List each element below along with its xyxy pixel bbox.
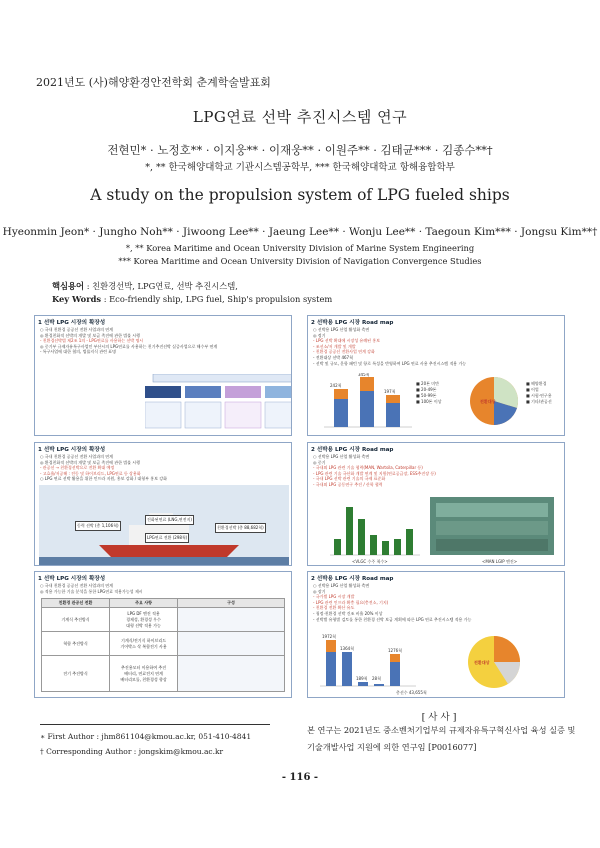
legend-item: ■ 20톤 미만 — [416, 381, 440, 386]
legend-item: ■ 20-49톤 — [416, 387, 437, 392]
bar-label: 189척 — [356, 676, 368, 681]
panel-line: - 청정·친환경 선박 건조 비율 20% 이상 — [313, 610, 383, 616]
flow-box: LPG연료 전환 (298척) — [145, 533, 189, 543]
keywords-english-label: Key Words — [52, 294, 102, 304]
acknowledgement-title: [ 사 사 ] — [421, 712, 457, 723]
panel-line: - LPG 선박 확대에 시장성 유례된 홍보 — [313, 338, 381, 344]
panel-line: - 친환경선박법 제2조 1의 - LPG연료를 사용하는 선박 명시 — [40, 338, 144, 344]
table-cell: LPG DF 엔진 적용 경제성, 환경성 우수 대형 선박 적용 가능 — [110, 608, 178, 632]
vessel-chart — [312, 373, 562, 435]
panel-line: ○ 선박용 LPG 산업 활성화 측면 — [313, 583, 370, 588]
panel-line: - 특구사업에 대한 협의, 법률지식 관련 표명 — [40, 349, 117, 355]
panel-line: - 국내 LPG 선박 관련 기술의 국제 표준화 — [313, 476, 386, 482]
corresponding-author-note: † Corresponding Author : jongskim@kmou.ac.kr — [40, 747, 224, 756]
footnote-divider — [40, 724, 270, 725]
pie-label: 전환대상 — [480, 399, 496, 404]
keywords-english-text: : Eco-friendly ship, LPG fuel, Ship's propulsion system — [103, 294, 333, 304]
panel-line: ○ 국내 친환경 공공선 전환 사업과의 연계 — [40, 583, 113, 588]
bar-label: 345척 — [358, 373, 370, 377]
flow-box: 친환경선박 (총 88,682척) — [215, 523, 266, 533]
panel-line: ○ 선박용 LPG 산업 활성화 측면 — [313, 327, 370, 332]
legend-item: ■ 50-99톤 — [416, 393, 437, 398]
poster-panel-3 — [34, 442, 292, 566]
vlgc-chart — [312, 481, 562, 565]
panel-line: ◎ 환경친화적 선박의 개발 및 보급 촉진에 관한 법률 시행 — [40, 459, 140, 465]
panel-line: - 조선소/저 개발 및 개발 — [313, 343, 356, 349]
paper-title-korean: LPG연료 선박 추진시스템 연구 — [192, 108, 408, 126]
panel-line: - 선박 및 규모, 운항 패턴 및 항로 특성을 반영하여 LPG 연료 사용 추진시스템 적용 가능 — [313, 360, 467, 366]
pie-legend-item: ■ 어업 — [526, 387, 539, 392]
bar-segment — [360, 377, 374, 391]
panel-title: 2 선박용 LPG 시장 Road map — [311, 576, 394, 582]
panel-title: 2 선박용 LPG 시장 Road map — [311, 320, 394, 326]
acknowledgement-body: 본 연구는 2021년도 중소벤처기업부의 규제자유특구혁신사업 육성 실증 및 기술개발사업 지원에 의한 연구임 [P0016077] — [307, 725, 576, 752]
panel-line: ◎ 중기 — [313, 459, 326, 465]
panel-line: - 전환대상 선박 467척 — [313, 354, 353, 360]
authors-korean: 전현민* · 노정호** · 이지웅** · 이재웅** · 이원주** · 김태균*** · 김종수**† — [107, 143, 493, 157]
table-header: 친환경 관공선 전환 — [42, 599, 110, 608]
conference-name: 2021년도 (사)해양환경안전학회 춘계학술발표회 — [36, 76, 271, 89]
panel-line: ◎ 적용 가능한 기술 분석을 통한 LPG연료 적용가능성 제시 — [40, 588, 143, 594]
poster-panel-4 — [307, 442, 565, 566]
pie-legend-item: ■ 해양환경 — [526, 381, 547, 386]
table-header: 구성 — [178, 599, 285, 608]
table-header: 주요 사항 — [110, 599, 178, 608]
table-cell: 전기 추진방식 — [42, 656, 110, 692]
pie-legend-item: ■ 시험·연구용 — [526, 393, 552, 398]
chart-total: 총선수 43,655척 — [396, 690, 427, 695]
affiliation-english-1: *, ** Korea Maritime and Ocean University Division of Marine System Engineering — [125, 243, 475, 253]
panel-title: 1 선박 LPG 시장의 확장성 — [38, 447, 106, 453]
table-diagram-cell — [178, 632, 285, 656]
panel-line: ○ 국내 친환경 공공선 전환 사업과의 연계 — [40, 327, 113, 332]
panel-line: ○ 국내 친환경 공공선 전환 사업과의 연계 — [40, 454, 113, 459]
panel-title: 2 선박용 LPG 시장 Road map — [311, 447, 394, 453]
bar-segment — [386, 395, 400, 403]
paper-title-english: A study on the propulsion system of LPG fueled ships — [90, 186, 510, 204]
table-cell: 추진용모터 이용하여 추진 배터리, 연료전지 연계 배터리모듈, 친환경성 향상 — [110, 656, 178, 692]
panel-line: - 친환경 전환 확산 유도 — [313, 605, 355, 611]
bar-label: 242척 — [330, 383, 342, 388]
panel-title: 1 선박 LPG 시장의 확장성 — [38, 320, 106, 326]
bar-label: 197척 — [384, 389, 396, 394]
panel-line: - 선박별 유형별 검토를 통한 친환경 선박 보급 계획에 따른 LPG 연료 추진시스템 적용 가능 — [313, 616, 472, 622]
keywords-korean-text: : 친환경선박, LPG연료, 선박 추진시스템, — [86, 281, 238, 291]
poster-panel-1 — [34, 315, 292, 436]
keywords-english — [52, 294, 332, 304]
panel-line: ◎ 정기 — [313, 332, 326, 338]
panel-line: - 국내외 LPG 공동연구 추진 / 산학 협력 — [313, 481, 383, 487]
chart-caption: <VLGC 수주 척수> — [352, 559, 388, 564]
panel-line: - 국가별 LPG 시장 개발 — [313, 594, 355, 600]
chart-caption: <MAN LGIP 엔진> — [482, 559, 518, 564]
panel-line: ○ LPG 연료 선박 활용을 위한 인프라 지원, 홍보 강화 / 대형부 홍보 강화 — [40, 476, 167, 482]
panel-line: ◎ 환경친화적 선박의 개발 및 보급 촉진에 관한 법률 시행 — [40, 332, 140, 338]
flow-box: 진화된연료 (LNG,연전지) — [145, 515, 194, 525]
propulsion-table — [41, 598, 285, 692]
page-number: - 116 - — [281, 772, 319, 783]
panel-line: - 관공선 → 친환경선박으로 전환 확대 예정 — [40, 465, 115, 471]
panel-line: ○ 선박용 LPG 산업 활성화 측면 — [313, 454, 370, 459]
bar-label: 28척 — [372, 676, 381, 681]
table-cell: 기계식 추진방식 — [42, 608, 110, 632]
pie-label: 전환대상 — [474, 660, 490, 665]
bar-segment — [334, 389, 348, 399]
keywords-korean — [52, 280, 238, 292]
panel-line: - 고효율/저공해 : 전동 및 하이브리드, LPG연료 등 상용화 — [40, 470, 141, 476]
authors-english: Hyeonmin Jeon* · Jungho Noh** · Jiwoong Lee** · Jaeung Lee** · Wonju Lee** · Taegoun Kim*** · Jongsu Kim**† — [2, 226, 598, 238]
poster-panel-6 — [307, 571, 565, 698]
bar-label: 1972척 — [322, 634, 337, 639]
legend-item: ■ 100톤 이상 — [416, 399, 442, 404]
affiliation-korean: *, ** 한국해양대학교 기관시스템공학부, *** 한국해양대학교 항해융합학부 — [145, 162, 455, 173]
poster-panel-2 — [307, 315, 565, 436]
table-cell: 혁합 추진방식 — [42, 632, 110, 656]
panel-line: ◎ 중기부 규제자유특구사업인 부산시의 LPG연료를 사용하는 친기추진선박 실증사업으로 해수부 연계 — [40, 343, 218, 349]
table-diagram-cell — [178, 608, 285, 632]
first-author-note: ∗ First Author : jhm861104@kmou.ac.kr, 051-410-4841 — [40, 732, 252, 741]
affiliation-english-2: *** Korea Maritime and Ocean University Division of Navigation Convergence Studies — [118, 256, 482, 266]
panel-line: - LPG 관련 인프라 확충 필요(충전소, 기지) — [313, 599, 389, 605]
table-diagram-cell — [178, 656, 285, 692]
panel-line: - 국내외 LPG 관련 기술 협력(MAN, Wartsila, Caterpillar 등) — [313, 465, 423, 471]
vessel-type-chart — [312, 628, 562, 698]
panel-line: - LPG 관련 기술 국산화 개발 연계 및 지원(연료공급장, ESS추진장 등) — [313, 470, 436, 476]
table-cell: 기계식/전기식 하이브리드 기어박스 삭 복합전기 사용 — [110, 632, 178, 656]
panel-line: ◎ 장기 — [313, 588, 326, 594]
bar-label: 1364척 — [340, 646, 355, 651]
panel-title: 1 선박 LPG 시장의 확장성 — [38, 576, 106, 582]
bar-label: 1276척 — [388, 648, 403, 653]
poster-panel-5 — [34, 571, 292, 698]
keywords-korean-label: 핵심용어 — [52, 281, 85, 291]
pie-legend-item: ■ 기타/관공선 — [526, 399, 552, 404]
policy-diagram — [145, 374, 292, 434]
panel-line: - 친환경 공공선 전환사업 연계 강화 — [313, 349, 375, 355]
flow-box: 동력 선박 (총 1,106척) — [75, 521, 121, 531]
